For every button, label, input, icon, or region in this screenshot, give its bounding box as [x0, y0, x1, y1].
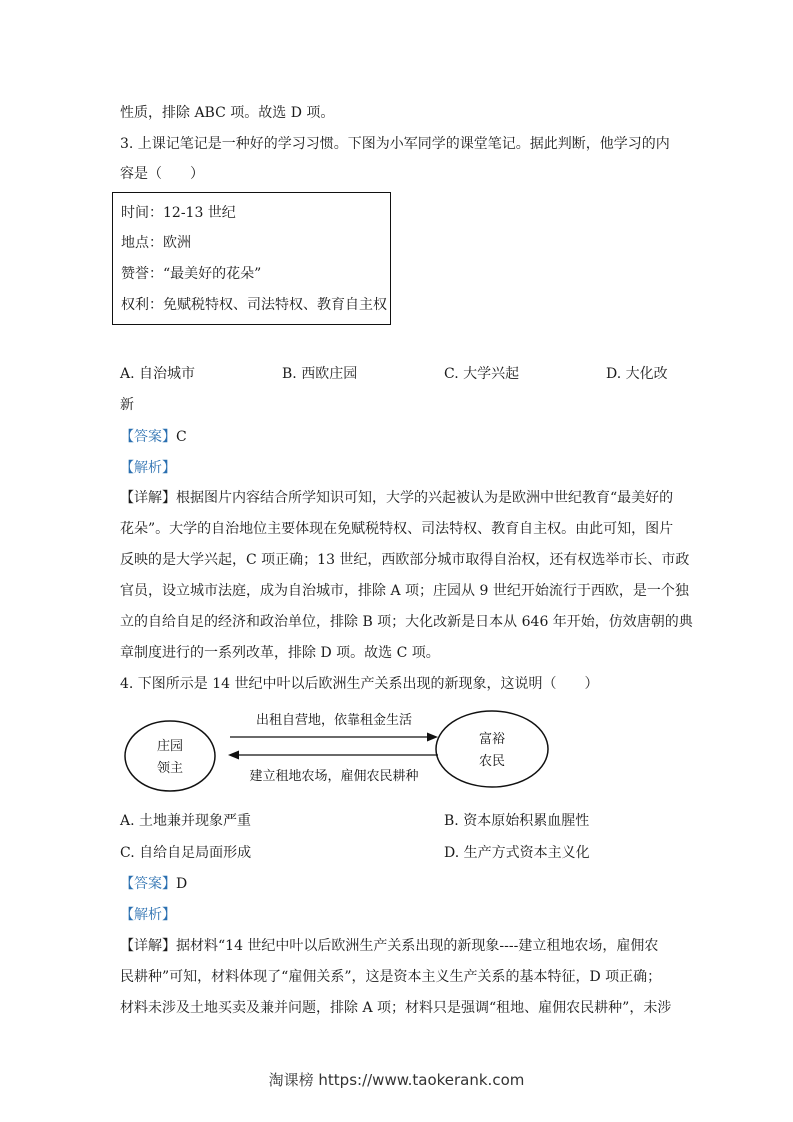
q3-detail-line: 章制度进行的一系列改革，排除 D 项。故选 C 项。: [120, 645, 440, 661]
note-praise: 赞誉：“最美好的花朵”: [121, 266, 262, 282]
peasant-label-line2: 农民: [478, 754, 506, 769]
page-footer: 淘课榜 https://www.taokerank.com: [268, 1071, 525, 1089]
peasant-label-line1: 富裕: [478, 732, 506, 747]
q3-detail-line: 花朵”。大学的自治地位主要体现在免赋税特权、司法特权、教育自主权。由此可知，图片: [120, 521, 674, 537]
peasant-circle: [436, 711, 548, 787]
q4-analysis-label: 【解析】: [120, 907, 176, 923]
note-box: [112, 192, 391, 325]
question-3-stem: 3. 上课记笔记是一种好的学习习惯。下图为小军同学的课堂笔记。据此判断，他学习的内: [120, 136, 670, 152]
q4-option-d: D. 生产方式资本主义化: [444, 845, 590, 861]
answer-label: 【答案】: [120, 876, 176, 892]
answer-value: D: [176, 876, 188, 892]
lord-label-line2: 领主: [156, 761, 184, 776]
relation-diagram: [118, 700, 558, 800]
q4-option-c: C. 自给自足局面形成: [120, 845, 252, 861]
top-arrow-label: 出租自营地，依靠租金生活: [255, 713, 413, 728]
q4-option-a: A. 土地兼并现象严重: [120, 813, 252, 829]
note-time: 时间：12-13 世纪: [121, 205, 236, 221]
q4-detail-line: 民耕种”可知，材料体现了“雇佣关系”，这是资本主义生产关系的基本特征，D 项正确；: [120, 969, 662, 985]
left-arrowhead-icon: [228, 751, 239, 760]
answer-value: C: [176, 429, 187, 445]
q3-analysis-label: 【解析】: [120, 460, 176, 476]
q4-option-b: B. 资本原始积累血腥性: [444, 813, 590, 829]
q3-detail-line: 立的自给自足的经济和政治单位，排除 B 项；大化改新是日本从 646 年开始，仿效唐朝的典: [120, 614, 693, 630]
answer-label: 【答案】: [120, 429, 176, 445]
lord-circle: [125, 721, 215, 791]
q3-option-c: C. 大学兴起: [444, 366, 520, 382]
text-line: 性质，排除 ABC 项。故选 D 项。: [120, 105, 335, 121]
lord-label-line1: 庄园: [156, 739, 184, 754]
q4-detail-line: 材料未涉及土地买卖及兼并问题，排除 A 项；材料只是强调“租地、雇佣农民耕种”，未涉: [120, 1000, 672, 1016]
question-4-stem: 4. 下图所示是 14 世纪中叶以后欧洲生产关系出现的新现象，这说明（ ）: [120, 676, 599, 692]
q3-detail-line: 反映的是大学兴起，C 项正确；13 世纪，西欧部分城市取得自治权，还有权选举市长、市政: [120, 552, 690, 568]
q4-detail-line: 【详解】据材料“14 世纪中叶以后欧洲生产关系出现的新现象----建立租地农场，雇佣农: [120, 938, 659, 954]
q4-answer: [120, 874, 187, 894]
q3-option-b: B. 西欧庄园: [282, 366, 358, 382]
q3-option-a: A. 自治城市: [120, 366, 196, 382]
q3-detail-line: 官员，设立城市法庭，成为自治城市，排除 A 项；庄园从 9 世纪开始流行于西欧，是一个独: [120, 583, 689, 599]
question-3-stem-cont: 容是（ ）: [120, 166, 204, 182]
q3-option-d: D. 大化改: [606, 366, 668, 382]
q3-answer: [120, 427, 187, 447]
right-arrowhead-icon: [427, 733, 438, 742]
note-place: 地点：欧洲: [121, 235, 191, 251]
bottom-arrow-label: 建立租地农场，雇佣农民耕种: [249, 769, 419, 784]
q3-detail-line: 【详解】根据图片内容结合所学知识可知，大学的兴起被认为是欧洲中世纪教育“最美好的: [120, 490, 674, 506]
q3-option-d-cont: 新: [120, 397, 134, 413]
note-rights: 权利：免赋税特权、司法特权、教育自主权: [121, 297, 387, 313]
